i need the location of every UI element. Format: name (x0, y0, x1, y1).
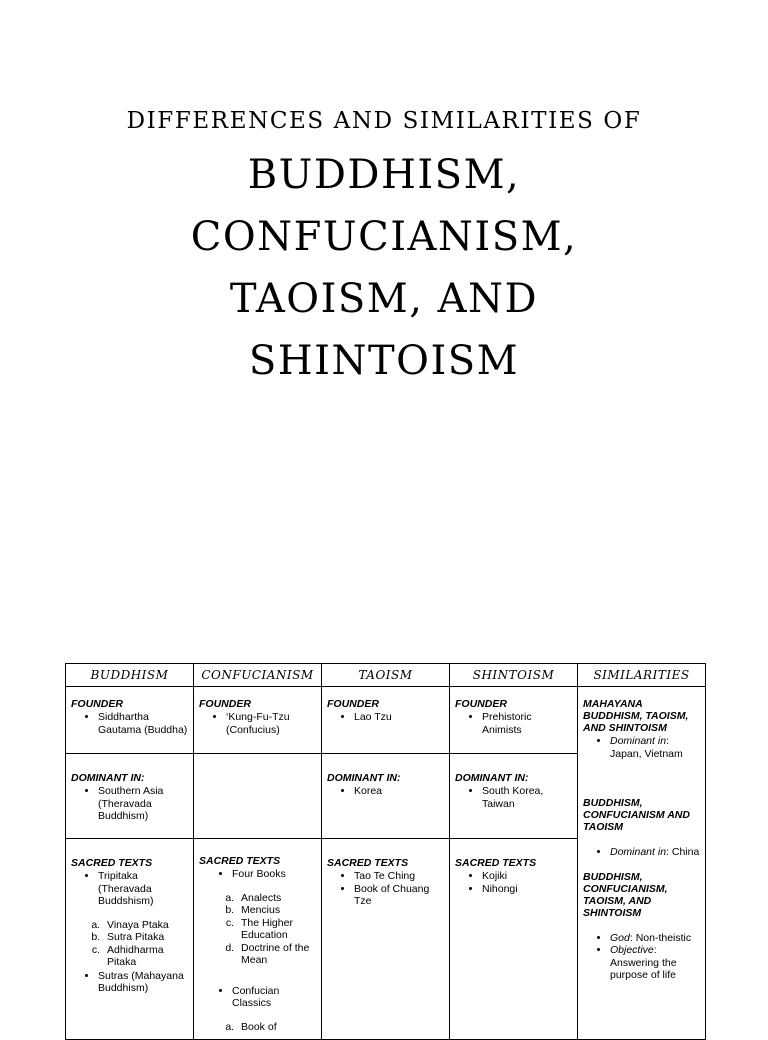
list-item: b. Sutra Pitaka (103, 931, 188, 944)
cell-shintoism-founder (450, 687, 578, 754)
label-founder: FOUNDER (327, 698, 379, 710)
cell-shintoism-dominant (450, 754, 578, 839)
label-dominant-in: Dominant in (610, 846, 667, 858)
sub-list (199, 892, 316, 967)
value-text: : China (666, 846, 700, 858)
similarity-list (583, 735, 700, 760)
list-item (610, 846, 700, 859)
list-item: a. Book of (237, 1021, 316, 1034)
list-item: • Prehistoric Animists (482, 711, 572, 736)
list-item: • Sutras (Mahayana Buddhism) (98, 970, 188, 995)
list-item: • Korea (354, 785, 444, 798)
cell-taoism-dominant (322, 754, 450, 839)
cell-taoism-sacred (322, 839, 450, 1040)
label-sacred-texts: SACRED TEXTS (327, 857, 409, 869)
table-header-row (66, 664, 706, 687)
list-item: • Kojiki (482, 870, 572, 883)
cell-similarities (578, 687, 706, 1040)
similarity-list (583, 932, 700, 982)
list-item: • ‘Kung-Fu-Tzu (Confucius) (226, 711, 316, 736)
list-item: • South Korea, Taiwan (482, 785, 572, 810)
cell-taoism-founder (322, 687, 450, 754)
cell-confucianism-founder (194, 687, 322, 754)
label-sacred-texts: SACRED TEXTS (455, 857, 537, 869)
label-objective: Objective (610, 944, 654, 956)
list-item (610, 735, 700, 760)
list-item: • Tao Te Ching (354, 870, 444, 883)
list-item: • Nihongi (482, 883, 572, 896)
list-item: • Siddhartha Gautama (Buddha) (98, 711, 188, 736)
value-text: : Non-theistic (629, 931, 692, 944)
cell-buddhism-founder (66, 687, 194, 754)
comparison-table (65, 663, 706, 1040)
cell-confucianism-sacred (194, 839, 322, 1040)
list-item: d. Doctrine of the Mean (237, 942, 316, 967)
value-text: : Japan, Vietnam (610, 735, 683, 760)
label-dominant-in: Dominant in (610, 735, 667, 747)
list-item: • Southern Asia (Theravada Buddhism) (98, 785, 188, 823)
sub-list (199, 1021, 316, 1034)
list-item: b. Mencius (237, 904, 316, 917)
list-item: c. Adhidharma Pitaka (103, 944, 188, 969)
list-item: • Tripitaka (Theravada Buddshism) (98, 870, 188, 908)
list-item: a. Analects (237, 892, 316, 905)
similarity-list (583, 846, 700, 859)
list-item (610, 932, 700, 945)
document-title (0, 144, 768, 392)
label-founder: FOUNDER (71, 698, 123, 710)
table-row-founder (66, 687, 706, 754)
sub-list (71, 919, 188, 969)
label-god: God (610, 931, 630, 944)
list-item: c. The Higher Education (237, 917, 316, 942)
document-subtitle: DIFFERENCES AND SIMILARITIES OF (126, 108, 642, 134)
cell-buddhism-sacred (66, 839, 194, 1040)
label-sacred-texts: SACRED TEXTS (199, 855, 281, 867)
column-header-similarities: SIMILARITIES (578, 664, 706, 687)
label-dominant-in: DOMINANT IN: (455, 772, 529, 784)
label-dominant-in: DOMINANT IN: (327, 772, 401, 784)
label-sacred-texts: SACRED TEXTS (71, 857, 153, 869)
value-text: : Answering the purpose of life (610, 944, 677, 981)
title-line: BUDDHISM, (247, 152, 521, 198)
column-header-buddhism: BUDDHISM (66, 664, 194, 687)
cell-shintoism-sacred (450, 839, 578, 1040)
list-item: • Lao Tzu (354, 711, 444, 724)
cell-buddhism-dominant (66, 754, 194, 839)
cell-confucianism-dominant (194, 754, 322, 839)
title-line: CONFUCIANISM, (190, 214, 578, 260)
column-header-confucianism: CONFUCIANISM (194, 664, 322, 687)
list-item: a. Vinaya Ptaka (103, 919, 188, 932)
similarity-heading: BUDDHISM, CONFUCIANISM AND TAOISM (583, 797, 690, 833)
label-founder: FOUNDER (199, 698, 251, 710)
list-item: • Confucian Classics (232, 985, 316, 1010)
label-founder: FOUNDER (455, 698, 507, 710)
similarity-heading: MAHAYANA BUDDHISM, TAOISM, AND SHINTOISM (583, 698, 689, 734)
title-line: TAOISM, AND (229, 276, 539, 322)
label-dominant-in: DOMINANT IN: (71, 772, 145, 784)
title-block (0, 104, 768, 392)
list-item: • Book of Chuang Tze (354, 883, 444, 908)
list-item: • Four Books (232, 868, 316, 881)
list-item (610, 944, 700, 982)
column-header-shintoism: SHINTOISM (450, 664, 578, 687)
column-header-taoism: TAOISM (322, 664, 450, 687)
title-line: SHINTOISM (248, 338, 520, 384)
similarity-heading: BUDDHISM, CONFUCIANISM, TAOISM, AND SHINTOISM (583, 870, 668, 919)
